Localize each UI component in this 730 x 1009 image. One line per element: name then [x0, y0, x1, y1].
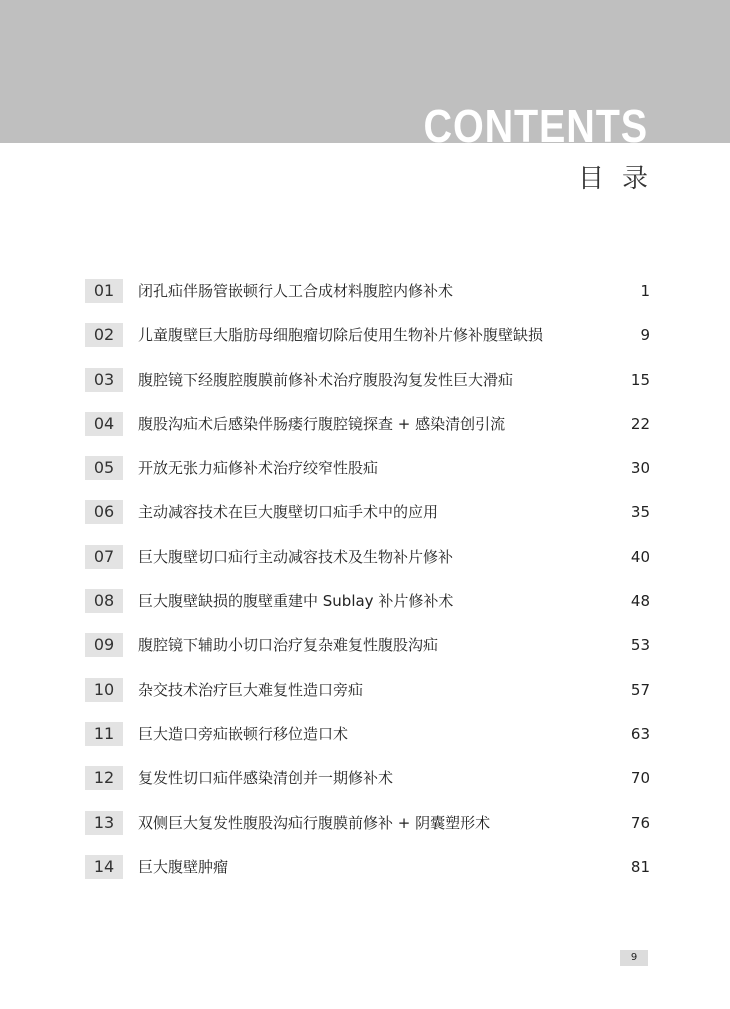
toc-entry[interactable]	[85, 278, 650, 322]
entry-title: 复发性切口疝伴感染清创并一期修补术	[138, 769, 394, 788]
entry-page-number: 76	[630, 813, 650, 832]
entry-title: 开放无张力疝修补术治疗绞窄性股疝	[138, 459, 379, 478]
entry-title: 主动减容技术在巨大腹壁切口疝手术中的应用	[138, 503, 439, 522]
toc-entry[interactable]	[85, 854, 650, 898]
toc-entry[interactable]	[85, 810, 650, 854]
entry-number: 12	[85, 766, 123, 790]
toc-subtitle: 目录	[577, 164, 666, 194]
contents-heading: CONTENTS	[423, 100, 648, 152]
toc-entry[interactable]	[85, 588, 650, 632]
entry-title: 巨大腹壁缺损的腹壁重建中 Sublay 补片修补术	[138, 592, 454, 611]
entry-page-number: 57	[630, 680, 650, 699]
entry-title: 巨大造口旁疝嵌顿行移位造口术	[138, 724, 349, 743]
toc-entry[interactable]	[85, 677, 650, 721]
entry-title: 双侧巨大复发性腹股沟疝行腹膜前修补 + 阴囊塑形术	[138, 813, 491, 832]
toc-entry[interactable]	[85, 632, 650, 676]
toc-entry[interactable]	[85, 544, 650, 588]
entry-page-number: 1	[640, 282, 650, 300]
toc-entry[interactable]	[85, 322, 650, 366]
entry-page-number: 63	[630, 724, 650, 743]
toc-entry[interactable]	[85, 411, 650, 455]
entry-number: 04	[85, 412, 123, 436]
entry-number: 11	[85, 722, 123, 746]
entry-page-number: 35	[630, 503, 650, 522]
entry-title: 巨大腹壁切口疝行主动减容技术及生物补片修补	[138, 547, 454, 566]
table-of-contents	[85, 278, 650, 898]
entry-title: 巨大腹壁肿瘤	[138, 857, 229, 876]
entry-number: 13	[85, 811, 123, 835]
footer-page-number: 9	[620, 950, 648, 966]
entry-page-number: 40	[630, 547, 650, 566]
entry-number: 07	[85, 545, 123, 569]
entry-page-number: 48	[630, 592, 650, 611]
entry-number: 10	[85, 678, 123, 702]
entry-page-number: 70	[630, 769, 650, 788]
entry-page-number: 81	[630, 857, 650, 876]
entry-title: 腹腔镜下经腹腔腹膜前修补术治疗腹股沟复发性巨大滑疝	[138, 370, 514, 389]
toc-entry[interactable]	[85, 455, 650, 499]
entry-number: 03	[85, 368, 123, 392]
entry-page-number: 53	[630, 636, 650, 655]
entry-title: 儿童腹壁巨大脂肪母细胞瘤切除后使用生物补片修补腹壁缺损	[138, 326, 544, 345]
entry-number: 14	[85, 855, 123, 879]
toc-entry[interactable]	[85, 765, 650, 809]
entry-title: 杂交技术治疗巨大难复性造口旁疝	[138, 680, 364, 699]
entry-page-number: 22	[630, 414, 650, 433]
entry-number: 06	[85, 500, 123, 524]
entry-number: 01	[85, 279, 123, 303]
entry-title: 闭孔疝伴肠管嵌顿行人工合成材料腹腔内修补术	[138, 282, 454, 300]
entry-number: 08	[85, 589, 123, 613]
entry-number: 05	[85, 456, 123, 480]
entry-number: 09	[85, 633, 123, 657]
entry-page-number: 9	[640, 326, 650, 345]
entry-title: 腹腔镜下辅助小切口治疗复杂难复性腹股沟疝	[138, 636, 439, 655]
entry-page-number: 15	[630, 370, 650, 389]
entry-page-number: 30	[630, 459, 650, 478]
entry-title: 腹股沟疝术后感染伴肠瘘行腹腔镜探查 + 感染清创引流	[138, 414, 506, 433]
toc-entry[interactable]	[85, 499, 650, 543]
toc-entry[interactable]	[85, 367, 650, 411]
toc-entry[interactable]	[85, 721, 650, 765]
entry-number: 02	[85, 323, 123, 347]
